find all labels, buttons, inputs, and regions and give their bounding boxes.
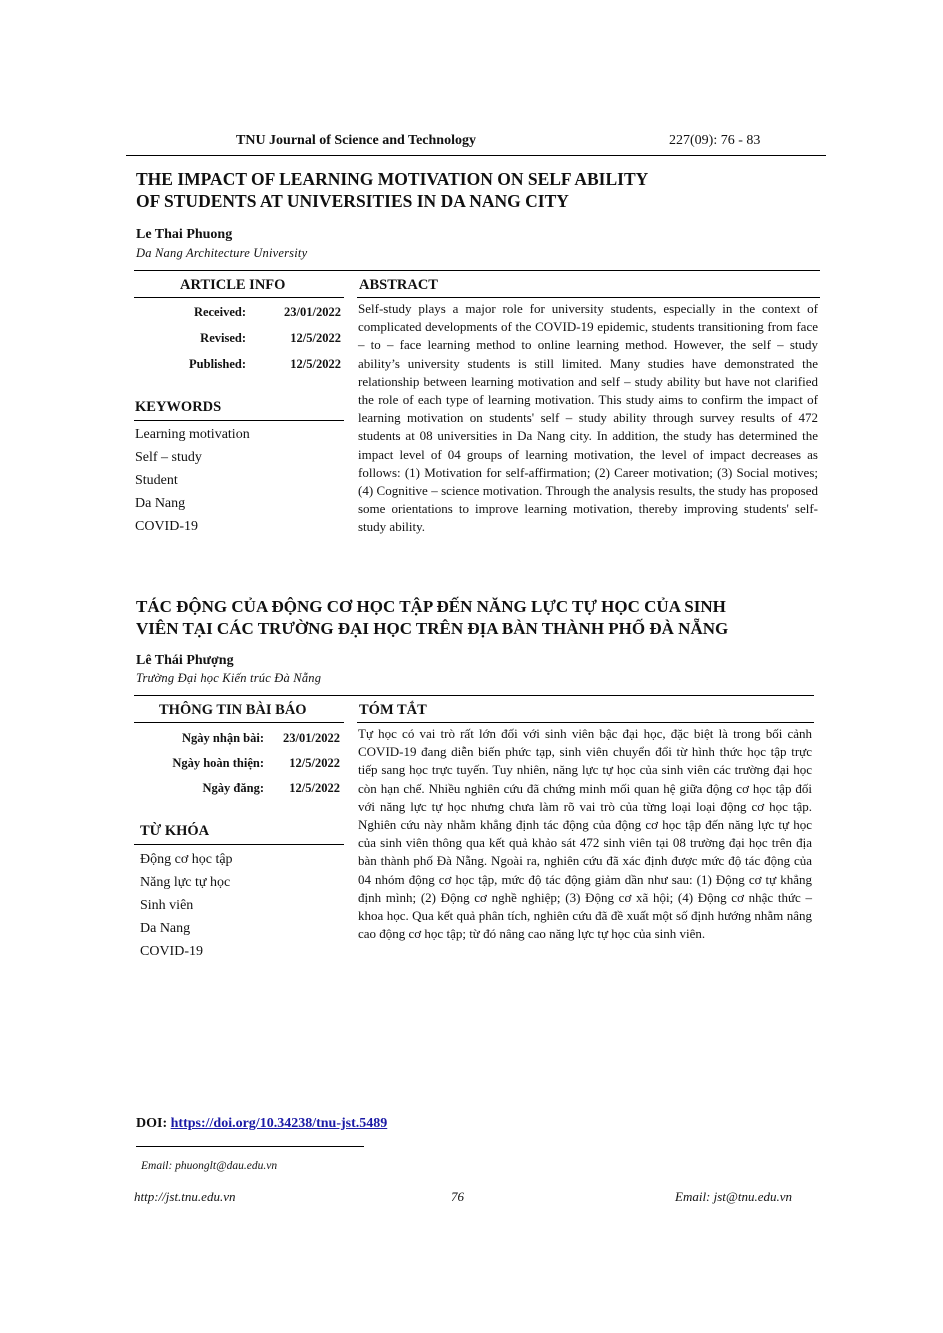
keyword-item: Self – study bbox=[135, 450, 202, 465]
footer-email[interactable]: Email: jst@tnu.edu.vn bbox=[675, 1189, 793, 1204]
author-name-vi: Lê Thái Phượng bbox=[136, 653, 234, 668]
divider bbox=[134, 844, 344, 845]
doi-label: DOI: bbox=[136, 1116, 168, 1131]
published-label: Published: bbox=[189, 357, 246, 371]
published-date: 12/5/2022 bbox=[290, 357, 341, 371]
title-line: TÁC ĐỘNG CỦA ĐỘNG CƠ HỌC TẬP ĐẾN NĂNG LỰC TỰ HỌC CỦA SINH bbox=[136, 597, 726, 616]
doi-line bbox=[136, 1116, 387, 1132]
title-line: VIÊN TẠI CÁC TRƯỜNG ĐẠI HỌC TRÊN ĐỊA BÀN THÀNH PHỐ ĐÀ NẴNG bbox=[136, 619, 729, 638]
abstract-text-vi: Tự học có vai trò rất lớn đối với sinh viên bậc đại học, đặc biệt là trong bối cảnh COVID-19 đang diễn biến phức tạp, sinh viên chuyển đổi từ hình thức học tập trực tiếp sang học trực tuyến. Tuy nhiên, năng lực tự học của sinh viên các trường đại học còn hạn chế. Nhiều nghiên cứu đã chứng minh mối quan hệ giữa động cơ học tập đối với năng lực tự học nhưng chưa làm rõ vai trò của từng loại loại động cơ học tập. Nghiên cứu này nhằm khẳng định tác động của động cơ học tập đến năng lực tự học của sinh viên thông qua kết quả khảo sát 472 sinh viên tại 08 trường đại học trên địa bàn thành phố Đà Nẵng. Ngoài ra, nghiên cứu đã xác định được mức độ tác động của 04 nhóm động cơ học tập, mức độ tác động giảm dần như sau: (1) Động cơ tự khẳng định mình; (2) Động cơ nghề nghiệp; (3) Động cơ xã hội; (4) Động cơ nhậc thức – khoa học. Qua kết quả phân tích, nghiên cứu đã đề xuất một số định hướng nhằm nâng cao động cơ học tập; từ đó nâng cao năng lực tự học của sinh viên. bbox=[358, 726, 812, 942]
received-date: 23/01/2022 bbox=[284, 305, 341, 319]
footnote-divider bbox=[136, 1146, 364, 1147]
keyword-list bbox=[135, 423, 250, 538]
journal-name: TNU Journal of Science and Technology bbox=[236, 133, 476, 148]
divider bbox=[134, 420, 344, 421]
published-label-vi: Ngày đăng: bbox=[202, 781, 264, 795]
revised-date: 12/5/2022 bbox=[290, 331, 341, 345]
page-number: 76 bbox=[451, 1189, 464, 1204]
abstract-heading: ABSTRACT bbox=[359, 277, 438, 293]
received-label: Received: bbox=[193, 305, 246, 319]
footer-website[interactable]: http://jst.tnu.edu.vn bbox=[134, 1189, 236, 1204]
divider bbox=[134, 695, 814, 696]
keyword-list-vi bbox=[140, 848, 233, 963]
keyword-item: Student bbox=[135, 473, 178, 488]
received-date-vi: 23/01/2022 bbox=[283, 731, 340, 745]
divider bbox=[357, 297, 820, 298]
abstract-heading-vi: TÓM TẮT bbox=[359, 702, 427, 718]
divider bbox=[134, 270, 820, 271]
keyword-item: Động cơ học tập bbox=[140, 852, 233, 867]
author-affiliation-vi: Trường Đại học Kiến trúc Đà Nẵng bbox=[136, 671, 322, 685]
divider bbox=[134, 722, 344, 723]
keyword-item: Da Nang bbox=[140, 921, 191, 936]
journal-issue: 227(09): 76 - 83 bbox=[669, 133, 761, 148]
keyword-item: Năng lực tự học bbox=[140, 875, 231, 890]
revised-label: Revised: bbox=[200, 331, 246, 345]
keywords-heading-vi: TỪ KHÓA bbox=[140, 823, 210, 839]
article-info-heading-vi: THÔNG TIN BÀI BÁO bbox=[159, 702, 307, 718]
keywords-heading: KEYWORDS bbox=[135, 399, 222, 415]
keyword-item: Da Nang bbox=[135, 496, 186, 511]
paper-title-vi bbox=[136, 596, 816, 640]
doi-link[interactable]: https://doi.org/10.34238/tnu-jst.5489 bbox=[170, 1116, 388, 1131]
published-date-vi: 12/5/2022 bbox=[289, 781, 340, 795]
title-line: OF STUDENTS AT UNIVERSITIES IN DA NANG CITY bbox=[136, 191, 569, 211]
divider bbox=[134, 297, 344, 298]
author-name-en: Le Thai Phuong bbox=[136, 227, 233, 242]
title-line: THE IMPACT OF LEARNING MOTIVATION ON SELF ABILITY bbox=[136, 169, 649, 189]
keyword-item: Learning motivation bbox=[135, 427, 250, 442]
paper-title-en bbox=[136, 168, 816, 212]
keyword-item: COVID-19 bbox=[135, 519, 198, 534]
author-affiliation-en: Da Nang Architecture University bbox=[136, 246, 308, 260]
abstract-text-en: Self-study plays a major role for university students, especially in the context of complicated developments of the COVID-19 epidemic, students transitioning from face – to – face learning method to online learning method. However, the self – study ability’s university students is still limited. Many studies have demonstrated the relationship between learning motivation and self – study ability but have not clarified the role of each type of learning motivation. This study aims to confirm the impact of learning motivation on students' self – study ability through survey results of 472 students at 08 universities in Da Nang city. In addition, the study has determined the impact level of 04 groups of learning motivation, the level of impact decreases as follows: (1) Motivation for self-affirmation; (2) Career motivation; (3) Social motives; (4) Cognitive – science motivation. Through the analysis results, the study has proposed some orientations to improve learning motivation, thereby improving students' self-study ability. bbox=[358, 301, 818, 535]
received-label-vi: Ngày nhận bài: bbox=[182, 731, 264, 745]
revised-label-vi: Ngày hoàn thiện: bbox=[172, 756, 264, 770]
journal-header bbox=[126, 131, 826, 156]
revised-date-vi: 12/5/2022 bbox=[289, 756, 340, 770]
keyword-item: Sinh viên bbox=[140, 898, 194, 913]
article-info-heading: ARTICLE INFO bbox=[180, 277, 286, 293]
divider bbox=[357, 722, 814, 723]
keyword-item: COVID-19 bbox=[140, 944, 203, 959]
author-email: Email: phuonglt@dau.edu.vn bbox=[141, 1160, 278, 1172]
